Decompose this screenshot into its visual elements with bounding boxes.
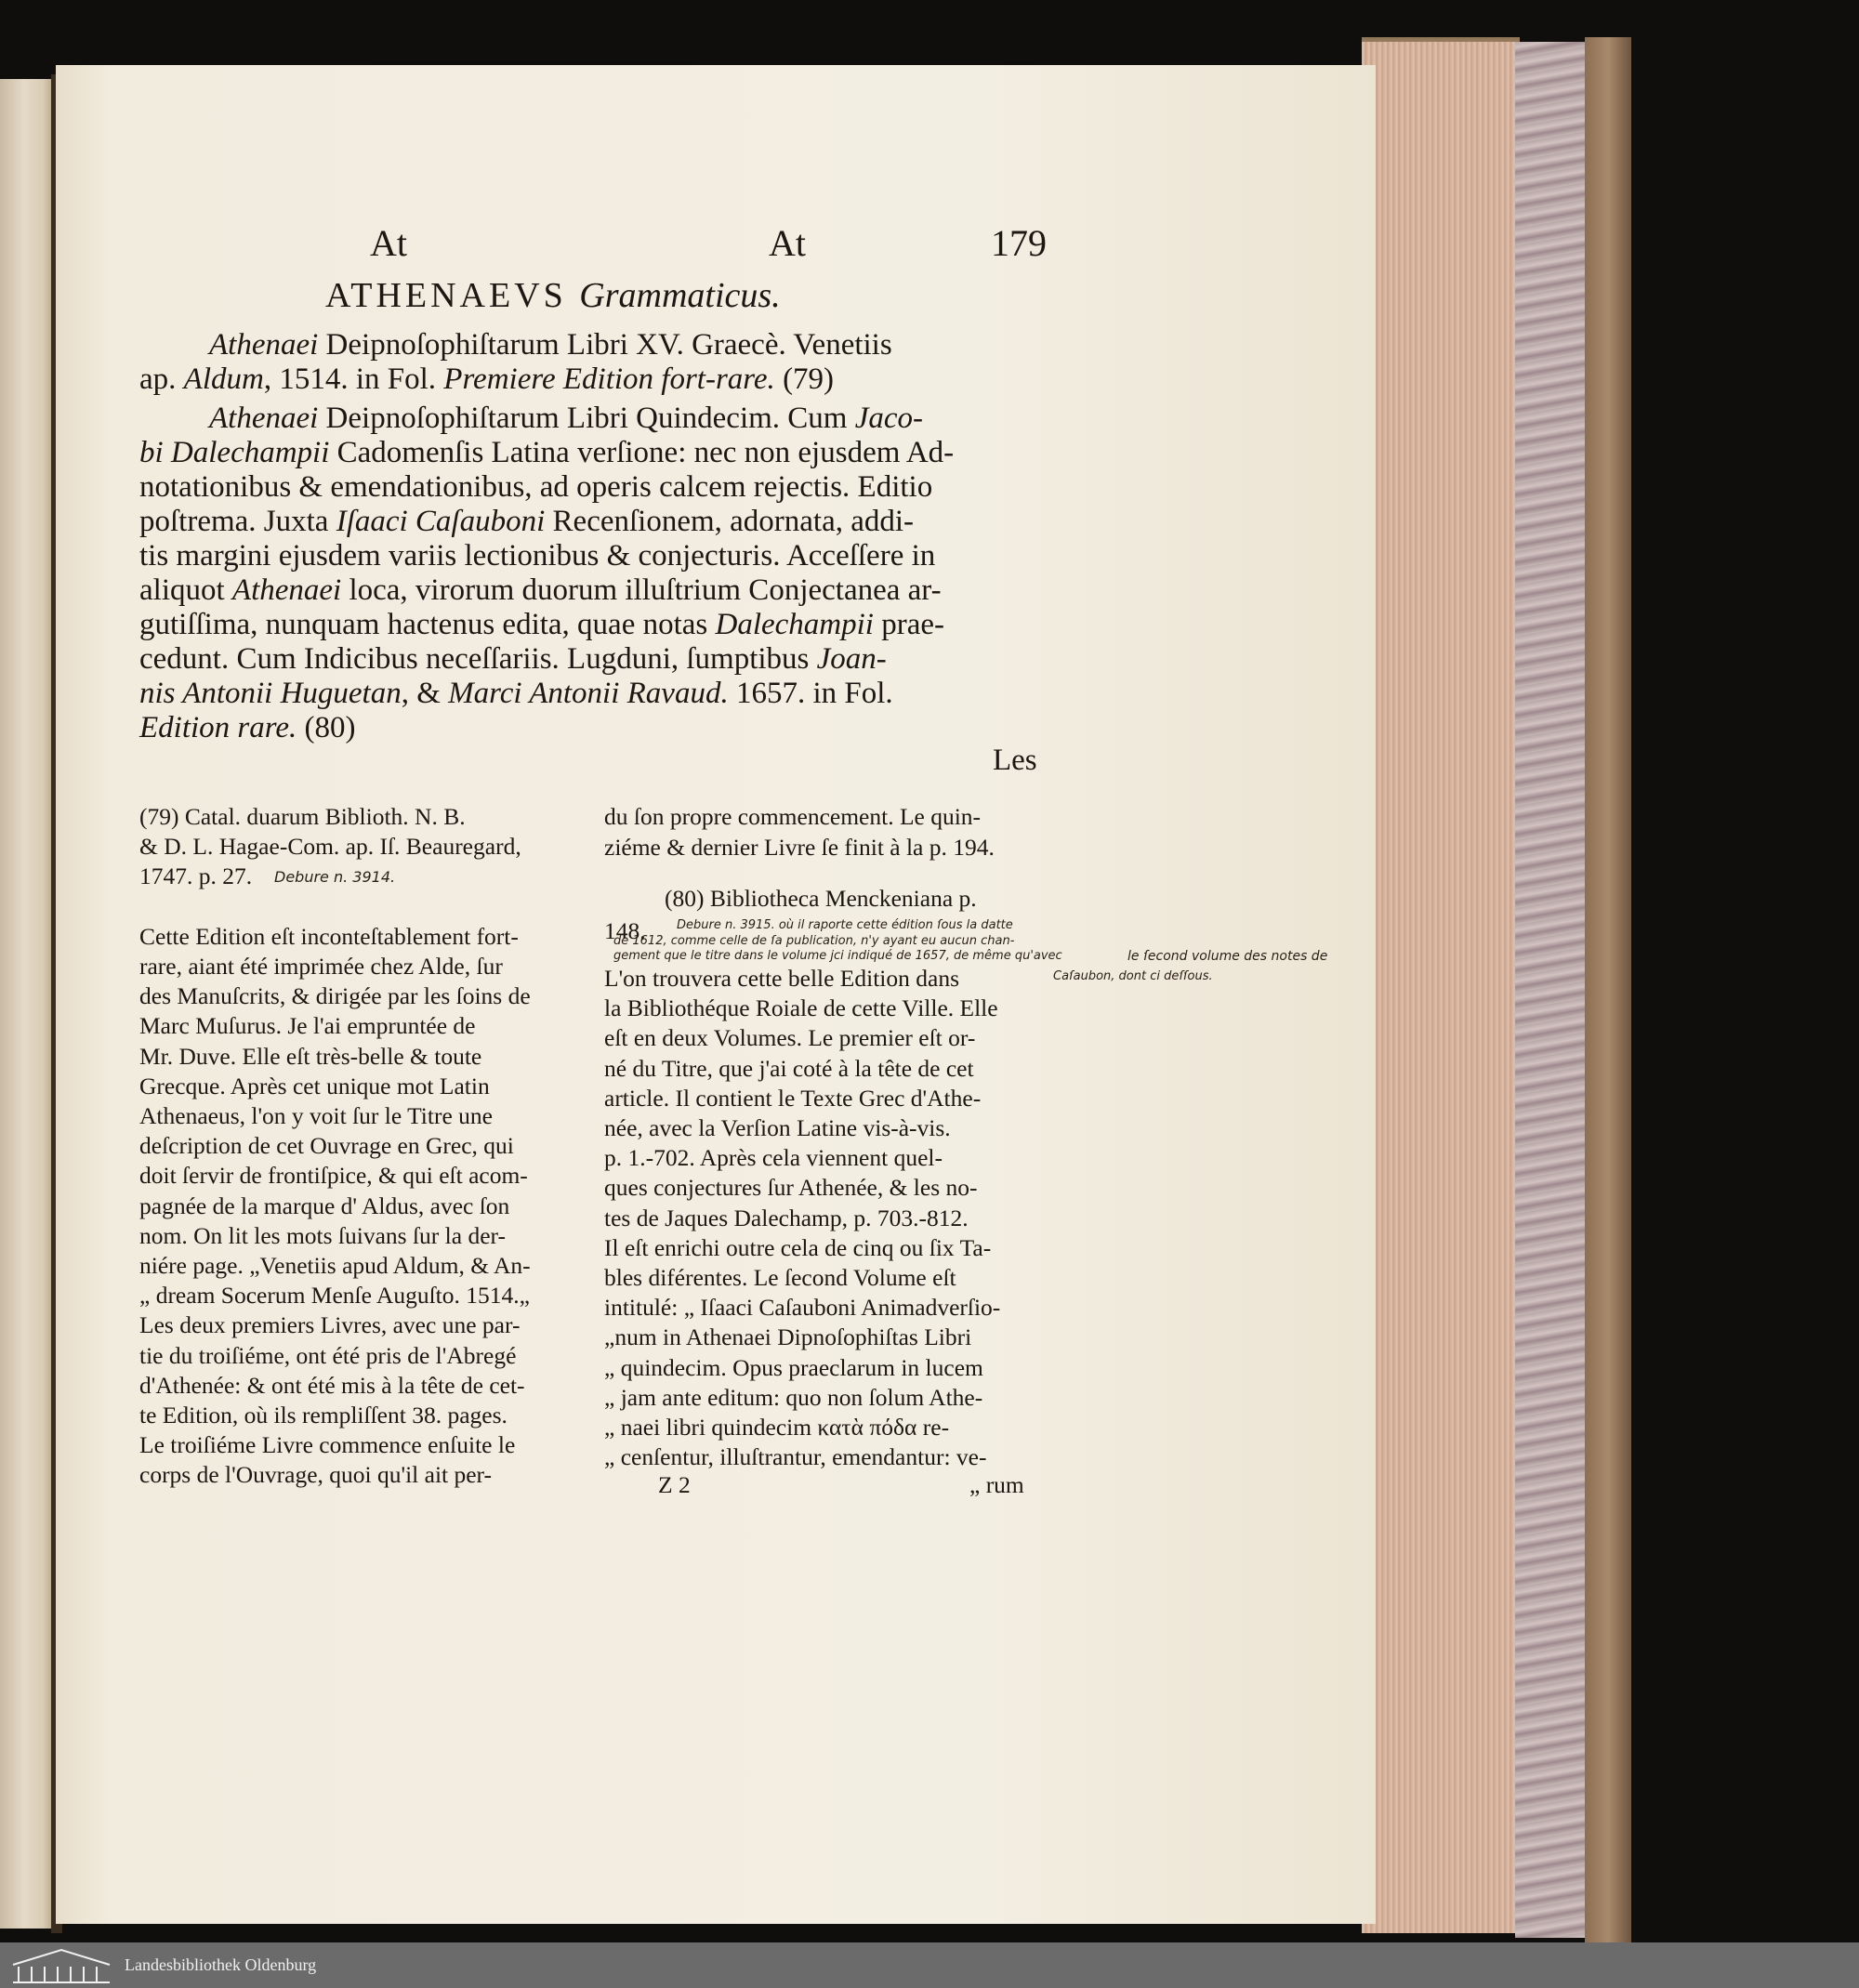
handwritten-note-80-line1: Debure n. 3915. où il raporte cette édition ſous la datte — [677, 918, 1013, 932]
entry2-line7: gutiſſima, nunquam hactenus edita, quae notas Dalechampii prae- — [139, 608, 945, 641]
page-number: 179 — [991, 222, 1047, 264]
handwritten-margin-note-2: Caſaubon, dont ci deſſous. — [1053, 969, 1213, 983]
rightcol-line: ques conjectures ſur Athenée, & les no- — [604, 1174, 978, 1202]
right-col-line-2: ziéme & dernier Livre ſe finit à la p. 194. — [604, 834, 995, 861]
rightcol-line: intitulé: „ Iſaaci Caſauboni Animadverſio- — [604, 1294, 1001, 1322]
leftcol-line: tie du troiſiéme, ont été pris de l'Abregé — [139, 1341, 517, 1369]
leftcol-line: corps de l'Ouvrage, quoi qu'il ait per- — [139, 1461, 493, 1489]
leftcol-line: niére page. „Venetiis apud Aldum, & An- — [139, 1252, 531, 1279]
handwritten-margin-note-1: le ſecond volume des notes de — [1127, 949, 1328, 964]
rightcol-line: „ cenſentur, illuſtrantur, emendantur: ve- — [604, 1443, 987, 1471]
rightcol-line: L'on trouvera cette belle Edition dans — [604, 965, 960, 992]
library-building-icon — [9, 1946, 113, 1985]
rightcol-line: „ quindecim. Opus praeclarum in lucem — [604, 1353, 983, 1381]
entry2-line4: poſtrema. Juxta Iſaaci Caſauboni Recenſionem, adornata, addi- — [139, 505, 915, 538]
institution-name: Landesbibliothek Oldenburg — [125, 1955, 317, 1974]
entry2-line2: bi Dalechampii Cadomenſis Latina verſione: nec non ejusdem Ad- — [139, 436, 955, 469]
leftcol-line: Athenaeus, l'on y voit ſur le Titre une — [139, 1102, 493, 1129]
heading-name: ATHENAEVS — [325, 276, 567, 315]
book-cover — [1585, 37, 1631, 1942]
rightcol-line: „num in Athenaei Dipnoſophiſtas Libri — [604, 1323, 972, 1351]
leftcol-line: rare, aiant été imprimée chez Alde, ſur — [139, 953, 503, 980]
rightcol-line: article. Il contient le Texte Grec d'Athe- — [604, 1084, 982, 1112]
leftcol-line: „ dream Socerum Menſe Auguſto. 1514.„ — [139, 1282, 530, 1310]
handwritten-note-80-line2: de 1612, comme celle de ſa publication, n'y ayant eu aucun chan- — [613, 934, 1015, 948]
catchword-bottom: „ rum — [969, 1471, 1024, 1498]
entry2-line8: cedunt. Cum Indicibus neceſſariis. Lugduni, ſumptibus Joan- — [139, 642, 887, 676]
catchword-top: Les — [993, 744, 1037, 777]
leftcol-line: te Edition, où ils rempliſſent 38. pages. — [139, 1402, 508, 1428]
rightcol-line: née, avec la Verſion Latine vis-à-vis. — [604, 1114, 951, 1141]
leftcol-line: deſcription de cet Ouvrage en Grec, qui — [139, 1132, 514, 1160]
rightcol-line: „ jam ante editum: quo non ſolum Athe- — [604, 1383, 983, 1411]
leftcol-line: Le troiſiéme Livre commence enſuite le — [139, 1431, 516, 1459]
footer-bar — [0, 1942, 1859, 1988]
leftcol-line: des Manuſcrits, & dirigée par les ſoins de — [139, 982, 531, 1010]
leftcol-line: 1747. p. 27. — [139, 862, 253, 890]
right-col-line-1: du ſon propre commencement. Le quin- — [604, 803, 982, 830]
heading-subtitle: Grammaticus. — [579, 276, 781, 315]
leftcol-line: nom. On lit les mots ſuivans ſur la der- — [139, 1221, 506, 1249]
entry1-line1: Athenaei Deipnoſophiſtarum Libri XV. Graecè. Venetiis — [209, 328, 892, 362]
footnote-80-page: 148. — [604, 917, 646, 944]
rightcol-line: „ naei libri quindecim κατὰ πόδα re- — [604, 1414, 950, 1441]
facing-page-edge — [0, 79, 54, 1929]
leftcol-line: Les deux premiers Livres, avec une par- — [139, 1311, 521, 1339]
page-block-edge — [1362, 42, 1520, 1933]
leftcol-line: d'Athenée: & ont été mis à la tête de cet- — [139, 1371, 525, 1399]
leftcol-line: Grecque. Après cet unique mot Latin — [139, 1072, 490, 1099]
leftcol-line: pagnée de la marque d' Aldus, avec ſon — [139, 1191, 510, 1219]
rightcol-line: bles diférentes. Le ſecond Volume eſt — [604, 1264, 956, 1291]
signature-mark: Z 2 — [658, 1471, 691, 1498]
entry2-line1: Athenaei Deipnoſophiſtarum Libri Quindecim. Cum Jaco- — [209, 402, 924, 435]
entry2-line9: nis Antonii Huguetan, & Marci Antonii Ravaud. 1657. in Fol. — [139, 677, 893, 710]
handwritten-note-79: Debure n. 3914. — [274, 868, 396, 886]
leftcol-line: doit ſervir de frontiſpice, & qui eſt acom- — [139, 1162, 528, 1190]
entry-heading — [325, 275, 781, 316]
entry2-line3: notationibus & emendationibus, ad operis calcem rejectis. Editio — [139, 470, 933, 504]
rightcol-line: p. 1.-702. Après cela viennent quel- — [604, 1144, 943, 1172]
entry2-line5: tis margini ejusdem variis lectionibus & conjecturis. Acceſſere in — [139, 539, 936, 573]
rightcol-line: Il eſt enrichi outre cela de cinq ou ſix Ta- — [604, 1233, 992, 1261]
leftcol-line: Marc Muſurus. Je l'ai empruntée de — [139, 1012, 476, 1040]
leftcol-line: & D. L. Hagae-Com. ap. Iſ. Beauregard, — [139, 833, 521, 861]
rightcol-line: eſt en deux Volumes. Le premier eſt or- — [604, 1024, 976, 1052]
entry2-line6: aliquot Athenaei loca, virorum duorum illuſtrium Conjectanea ar- — [139, 573, 942, 607]
leftcol-line: Cette Edition eſt inconteſtablement fort- — [139, 922, 519, 950]
entry1-line2: ap. Aldum, 1514. in Fol. Premiere Edition fort-rare. (79) — [139, 362, 835, 396]
rightcol-line: né du Titre, que j'ai coté à la tête de cet — [604, 1054, 974, 1082]
leftcol-line: (79) Catal. duarum Biblioth. N. B. — [139, 803, 466, 830]
rightcol-line: la Bibliothéque Roiale de cette Ville. Elle — [604, 994, 998, 1022]
footnote-80: (80) Bibliotheca Menckeniana p. — [665, 885, 977, 912]
handwritten-note-80-line3: gement que le titre dans le volume jci indiqué de 1657, de même qu'avec — [613, 949, 1062, 963]
marbled-endpaper — [1515, 42, 1589, 1938]
running-head-left: At — [370, 222, 407, 264]
entry2-line10: Edition rare. (80) — [139, 711, 356, 744]
leftcol-line: Mr. Duve. Elle eſt très-belle & toute — [139, 1042, 482, 1070]
running-head-center: At — [769, 222, 806, 264]
rightcol-line: tes de Jaques Dalechamp, p. 703.-812. — [604, 1204, 969, 1231]
